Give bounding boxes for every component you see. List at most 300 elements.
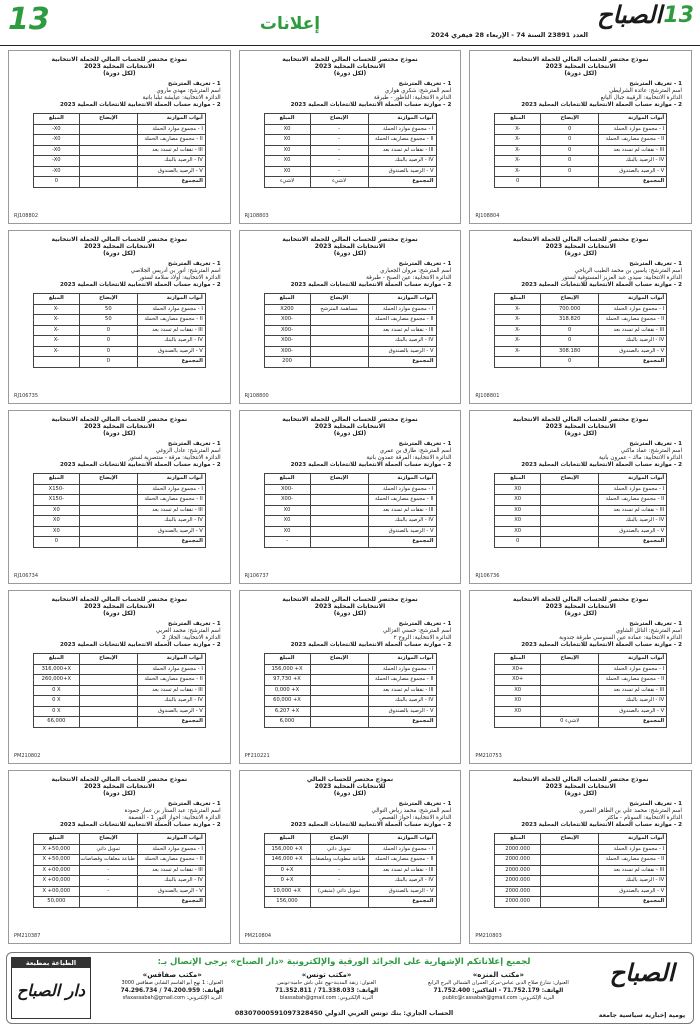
row-amount: -X0 [33,145,79,156]
table-header-cell: الإيضاح [310,114,368,125]
row-amount: X- [495,135,541,146]
table-row [495,664,667,675]
row-explanation: 0 [79,346,137,357]
table-header-row [33,474,205,485]
footer-headline: لجميع إعلاناتكم الإشهارية على الجرائد الورقية والإلكترونية «دار الصباح» يرجى الإتصال بـ: [157,957,531,967]
row-amount: X0 [495,505,541,516]
table-row [264,685,436,696]
table-header-cell: المبلغ [33,654,79,665]
table-header-cell: المبلغ [264,294,310,305]
row-explanation [541,886,599,897]
table-row [33,675,205,686]
budget-table [264,293,437,368]
row-amount: X +00,000 [33,886,79,897]
row-label: V - الرصيد بالصندوق [599,346,667,357]
row-explanation: - [79,865,137,876]
table-header-cell: الإيضاح [310,834,368,845]
row-explanation: تمويل ذاتي [79,844,137,855]
table-row [495,325,667,336]
row-label: IV - الرصيد بالبنك [368,696,436,707]
ad-reference-code: RJ106736 [475,573,500,579]
row-label: I - مجموع موارد الحملة [137,124,205,135]
row-amount: 50,000 [33,897,79,908]
row-label: المجموع [137,177,205,188]
form-title: نموذج مختصر للحساب المالي للحملة الانتخابية [51,236,188,243]
row-amount: X- [495,315,541,326]
row-amount: X00- [264,315,310,326]
row-explanation: طباعة مطويات وملصقات [310,855,368,866]
table-header-cell: المبلغ [264,114,310,125]
row-label: المجموع [137,897,205,908]
row-explanation [541,685,599,696]
table-row [495,865,667,876]
row-explanation: - [79,886,137,897]
form-titles [249,416,452,437]
row-amount: 316,000+X [33,664,79,675]
form-titles [18,236,221,257]
table-header-row [33,294,205,305]
table-row [495,166,667,177]
table-row [264,865,436,876]
table-row [495,685,667,696]
row-explanation: مساهمة المترشح [310,304,368,315]
row-label: I - مجموع موارد الحملة [137,304,205,315]
budget-table [33,113,206,188]
row-explanation [79,675,137,686]
table-header-cell: الإيضاح [541,834,599,845]
section-candidate-heading: 1 - تعريف المترشح [398,801,452,807]
row-amount [495,357,541,368]
table-row [33,325,205,336]
table-header-cell: المبلغ [495,114,541,125]
row-explanation: تمويل ذاتي (متبقي) [310,886,368,897]
table-header-cell: الإيضاح [79,474,137,485]
row-explanation [541,844,599,855]
row-amount: -X0 [33,166,79,177]
row-amount: 146,000 +X [264,855,310,866]
row-amount: X- [495,156,541,167]
row-amount: X00- [264,495,310,506]
row-label: V - الرصيد بالصندوق [599,166,667,177]
row-amount: X0 [495,516,541,527]
row-explanation: 0 [541,325,599,336]
table-row [495,346,667,357]
table-header-cell: الإيضاح [541,654,599,665]
row-amount: 2000.000 [495,876,541,887]
table-row [495,135,667,146]
form-title: (لكل دورة) [333,70,367,77]
row-label: V - الرصيد بالصندوق [599,526,667,537]
row-amount: X200 [264,304,310,315]
electoral-district: الدائرة الانتخابية: عيايشة تبلبا بانية [142,95,221,101]
table-row [33,315,205,326]
table-row [495,304,667,315]
electoral-district: الدائرة الانتخابية: الناظور - طبرقة [373,95,452,101]
row-label: I - مجموع موارد الحملة [368,124,436,135]
table-header-cell: المبلغ [264,474,310,485]
form-title: (لكل دورة) [333,610,367,617]
row-amount: X0 [33,516,79,527]
row-amount: 2000.000 [495,844,541,855]
form-title: الانتخابات المحلية 2023 [545,243,616,250]
row-label: I - مجموع موارد الحملة [599,304,667,315]
row-label: المجموع [368,537,436,548]
row-amount: X0 [495,495,541,506]
row-label: V - الرصيد بالصندوق [368,526,436,537]
table-header-cell: أبواب الموازنة [368,474,436,485]
table-header-cell: المبلغ [33,114,79,125]
table-header-cell: أبواب الموازنة [137,474,205,485]
form-title: نموذج مختصر للحساب المالي للحملة الانتخابية [51,776,188,783]
row-label: I - مجموع موارد الحملة [368,484,436,495]
row-amount: X0 [495,484,541,495]
row-label: II - مجموع مصاريف الحملة [599,495,667,506]
row-amount: 0 +X [264,876,310,887]
row-explanation [541,177,599,188]
row-amount: 2000.000 [495,855,541,866]
ad-form [8,50,231,224]
electoral-district: الدائرة الانتخابية: الروح ٢ [393,635,452,641]
row-explanation [310,516,368,527]
section-candidate-heading: 1 - تعريف المترشح [629,441,682,447]
row-explanation: 0 [541,135,599,146]
section-budget-heading: 2 - موازنة حساب الحملة الانتخابية للانتخابات المحلية 2023 [521,822,682,828]
budget-table [494,113,667,188]
row-amount: X0+ [495,675,541,686]
form-title: نموذج مختصر للحساب المالي للحملة الانتخابية [51,416,188,423]
row-amount: X- [33,315,79,326]
row-explanation: - [310,124,368,135]
row-label: V - الرصيد بالصندوق [599,706,667,717]
table-header-cell: الإيضاح [541,474,599,485]
table-row [264,526,436,537]
section-budget-heading: 2 - موازنة حساب الحملة الانتخابية للانتخابات المحلية 2023 [59,462,221,468]
table-row [495,505,667,516]
row-amount: 2000.000 [495,865,541,876]
row-label: المجموع [599,537,667,548]
row-label: V - الرصيد بالصندوق [137,886,205,897]
table-row [33,855,205,866]
form-title: الانتخابات المحلية 2023 [314,423,386,430]
table-total-row [33,717,205,728]
form-title: الانتخابات المحلية 2023 [84,603,155,610]
row-amount: X0 [33,526,79,537]
table-header-row [264,834,436,845]
form-title: (لكل دورة) [103,790,136,797]
row-label: المجموع [137,717,205,728]
form-title: نموذج مختصر للحساب المالي للحملة الانتخابية [51,596,188,603]
table-row [33,865,205,876]
row-label: المجموع [137,537,205,548]
table-header-row [33,834,205,845]
form-titles [249,596,452,617]
office-phone: الهاتف: 71.752.179 - الفاكس: 71.752.400 [433,988,564,994]
row-label: II - مجموع مصاريف الحملة [599,855,667,866]
row-explanation: - [310,135,368,146]
budget-table [494,473,667,548]
table-total-row [264,537,436,548]
table-total-row [33,357,205,368]
form-title: (لكل دورة) [564,790,597,797]
row-amount: 156,000 [264,897,310,908]
row-label: IV - الرصيد بالبنك [599,336,667,347]
office-list [95,971,593,1002]
row-amount: 156,000 +X [264,844,310,855]
row-amount: X- [495,325,541,336]
table-row [33,336,205,347]
table-row [264,505,436,516]
row-amount: X- [495,166,541,177]
row-amount: X0 [495,706,541,717]
row-explanation: 0 [79,357,137,368]
row-label: II - مجموع مصاريف الحملة [137,315,205,326]
row-label: V - الرصيد بالصندوق [137,706,205,717]
row-amount: X0 [264,135,310,146]
table-header-row [33,114,205,125]
form-title: الانتخابات المحلية 2023 [84,783,155,790]
row-label: III - نفقات لم تسدد بعد [368,865,436,876]
row-label: III - نفقات لم تسدد بعد [137,145,205,156]
table-row [33,124,205,135]
budget-table [264,113,437,188]
row-explanation [79,696,137,707]
row-label: III - نفقات لم تسدد بعد [599,505,667,516]
table-row [264,315,436,326]
row-explanation: لاشيء [310,177,368,188]
table-row [495,886,667,897]
row-amount: 200 [264,357,310,368]
row-label: II - مجموع مصاريف الحملة [137,675,205,686]
table-row [264,495,436,506]
ad-reference-code: PM210753 [475,753,502,759]
row-label: المجموع [368,897,436,908]
row-explanation [310,325,368,336]
row-explanation: لاشيء 0 [541,717,599,728]
table-header-cell: الإيضاح [541,114,599,125]
row-explanation: - [310,166,368,177]
row-label: II - مجموع مصاريف الحملة [599,675,667,686]
row-amount: X0 [264,505,310,516]
form-title: (لكل دورة) [103,610,136,617]
page-footer [6,952,694,1024]
row-amount: X0+ [495,664,541,675]
ad-reference-code: RJ108803 [244,213,269,219]
electoral-district: الدائرة الانتخابية: عمادة عين السنوسي طبرقة جندوبة [559,635,682,641]
footer-tagline: يومية إخبارية سياسية جامعة [598,1012,686,1019]
table-row [264,156,436,167]
table-header-cell: أبواب الموازنة [368,654,436,665]
row-amount: 0 [495,177,541,188]
form-title: الانتخابات المحلية 2023 [84,423,155,430]
row-amount: X- [33,325,79,336]
table-row [495,516,667,527]
form-titles [249,56,452,77]
table-row [33,685,205,696]
table-header-cell: أبواب الموازنة [599,834,667,845]
candidate-name: اسم المترشح: مهدي ماروي [156,88,221,94]
row-explanation [541,484,599,495]
row-label: V - الرصيد بالصندوق [137,346,205,357]
table-row [33,484,205,495]
row-amount: X150- [33,495,79,506]
row-amount: X00- [264,336,310,347]
table-total-row [33,177,205,188]
row-explanation [310,675,368,686]
footer-logo: الصباح [609,958,675,987]
row-amount: X- [33,346,79,357]
row-label: IV - الرصيد بالبنك [599,156,667,167]
row-explanation [541,876,599,887]
table-total-row [264,177,436,188]
electoral-district: الدائرة الانتخابية: مرقة - منتصرية لستور [128,455,221,461]
budget-table [264,473,437,548]
row-label: II - مجموع مصاريف الحملة [599,135,667,146]
row-explanation: 0 [541,166,599,177]
table-row [264,516,436,527]
table-row [264,346,436,357]
row-amount: X- [495,336,541,347]
form-title: نموذج مختصر للحساب المالي للحملة الانتخابية [282,416,418,423]
row-label: IV - الرصيد بالبنك [137,516,205,527]
ad-form [469,410,692,584]
row-label: V - الرصيد بالصندوق [368,886,436,897]
office-phone: الهاتف: 74.200.959 / 74.296.734 [120,988,224,994]
electoral-district: الدائرة الانتخابية: سيدي عبد العزيز المستوقية لستور [561,275,682,281]
ad-form [239,50,462,224]
row-label: I - مجموع موارد الحملة [599,664,667,675]
row-amount: 0 X [33,696,79,707]
candidate-name: اسم المترشح: محمد رياض النوالي [371,808,452,814]
section-candidate-heading: 1 - تعريف المترشح [168,81,221,87]
section-candidate-heading: 1 - تعريف المترشح [168,621,221,627]
form-titles [479,56,682,77]
ad-reference-code: RJ106735 [14,393,39,399]
row-label: المجموع [368,177,436,188]
table-row [495,495,667,506]
ad-form [469,590,692,764]
row-label: المجموع [137,357,205,368]
row-explanation [310,315,368,326]
row-label: I - مجموع موارد الحملة [368,304,436,315]
table-row [33,495,205,506]
row-explanation [310,696,368,707]
ad-form [239,410,462,584]
table-header-cell: الإيضاح [310,294,368,305]
form-title: نموذج مختصر للحساب المالي للحملة الانتخابية [512,596,649,603]
row-label: IV - الرصيد بالبنك [137,336,205,347]
row-amount [33,357,79,368]
section-budget-heading: 2 - موازنة حساب الحملة الانتخابية للانتخابات المحلية 2023 [59,282,221,288]
row-explanation [79,526,137,537]
row-amount: -X0 [33,156,79,167]
row-amount: X0 [264,156,310,167]
office-title: «مكتب تونس» [301,971,352,979]
table-header-cell: أبواب الموازنة [599,114,667,125]
table-header-cell: أبواب الموازنة [599,654,667,665]
row-label: I - مجموع موارد الحملة [137,844,205,855]
office-sfax [95,971,249,1002]
ad-form [239,590,462,764]
row-label: II - مجموع مصاريف الحملة [368,135,436,146]
row-explanation: 50 [79,315,137,326]
candidate-name: اسم المترشح: محمد العربي [155,628,221,634]
budget-table [33,473,206,548]
table-row [33,696,205,707]
row-label: المجموع [599,717,667,728]
row-amount: 0,000 +X [264,685,310,696]
section-budget-heading: 2 - موازنة حساب الحملة الانتخابية للانتخابات المحلية 2023 [521,102,682,108]
row-amount: X0 [495,685,541,696]
row-amount: X- [495,145,541,156]
row-amount: 0 [495,537,541,548]
row-explanation [79,484,137,495]
table-header-cell: الإيضاح [310,474,368,485]
row-amount: X150- [33,484,79,495]
table-row [264,696,436,707]
office-address: العنوان: زنقة المدينة-نهج علي باش حامبة-تونس [277,980,376,986]
row-amount: X00- [264,346,310,357]
row-explanation: - [310,865,368,876]
row-label: I - مجموع موارد الحملة [368,664,436,675]
table-header-cell: المبلغ [33,474,79,485]
row-explanation [79,124,137,135]
electoral-district: الدائرة الانتخابية: ماك - عمرون بانية [599,455,682,461]
table-header-cell: الإيضاح [79,834,137,845]
electoral-district: الدائرة الانتخابية: المرقة عمدون بانية [366,455,452,461]
row-amount: -X0 [33,124,79,135]
table-header-cell: الإيضاح [79,654,137,665]
row-explanation [79,717,137,728]
table-row [264,886,436,897]
row-explanation [541,865,599,876]
row-explanation: - [79,876,137,887]
electoral-district: الدائرة الانتخابية: عين الصبح - طبرقة [366,275,452,281]
row-explanation [541,696,599,707]
section-budget-heading: 2 - موازنة حساب الحملة الانتخابية للانتخابات المحلية 2023 [290,642,452,648]
candidate-name: اسم المترشح: عبد الستار بن عمار جمودة [124,808,221,814]
table-header-cell: أبواب الموازنة [137,294,205,305]
table-header-row [264,474,436,485]
form-title: (لكل دورة) [564,250,597,257]
row-label: III - نفقات لم تسدد بعد [137,865,205,876]
row-explanation [541,516,599,527]
form-titles [18,596,221,617]
table-header-cell: أبواب الموازنة [368,294,436,305]
electoral-district: الدائرة الانتخابية: السونام - ماكثر [606,815,682,821]
row-explanation [79,145,137,156]
budget-table [494,293,667,368]
ad-reference-code: PM210387 [14,933,41,939]
row-label: V - الرصيد بالصندوق [368,166,436,177]
row-explanation [79,505,137,516]
table-header-cell: أبواب الموازنة [368,834,436,845]
row-amount: X0 [264,516,310,527]
row-amount: X0 [495,526,541,537]
row-label: I - مجموع موارد الحملة [599,844,667,855]
form-titles [18,776,221,797]
candidate-name: اسم المترشح: محمد علي بن الطاهر العمري [579,808,682,814]
table-row [495,145,667,156]
electoral-district: الدائرة الانتخابية: الرقيبة جبال اليانع [600,95,682,101]
row-explanation [79,495,137,506]
row-amount: 0 +X [264,865,310,876]
table-header-cell: الإيضاح [79,294,137,305]
row-label: IV - الرصيد بالبنك [599,696,667,707]
table-row [264,484,436,495]
office-phone: الهاتف: 71.338.033 / 71.352.811 [275,988,379,994]
row-explanation [541,897,599,908]
table-row [264,304,436,315]
